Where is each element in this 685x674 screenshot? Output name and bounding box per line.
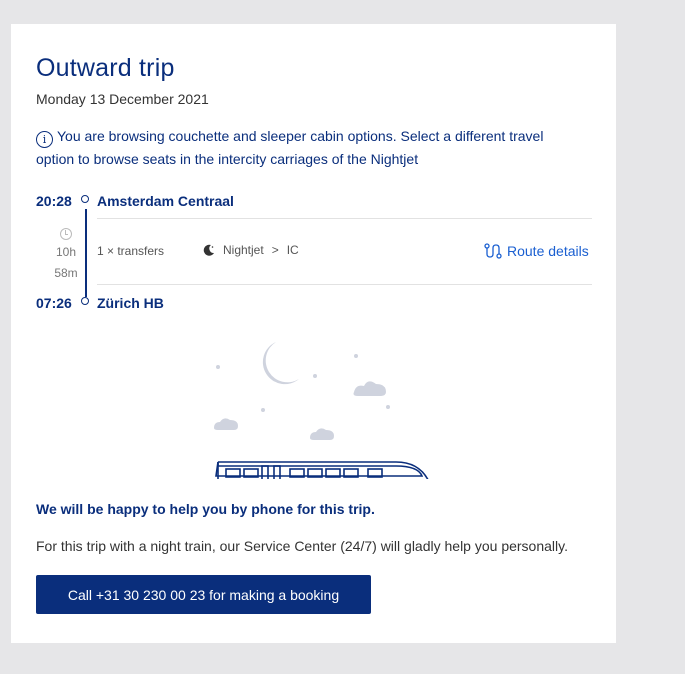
divider-top [97, 218, 592, 219]
departure-dot-icon [81, 195, 89, 203]
train-type [203, 243, 299, 257]
clock-icon [60, 228, 72, 240]
duration-minutes: 58m [54, 266, 78, 280]
info-message [36, 125, 576, 170]
transfers-count: 1 × transfers [97, 244, 165, 258]
arrival-dot-icon [81, 297, 89, 305]
arrival-time: 07:26 [36, 295, 72, 311]
departure-time: 20:28 [36, 193, 72, 209]
help-title: We will be happy to help you by phone for this trip. [36, 501, 375, 517]
arrival-station: Zürich HB [97, 295, 164, 311]
timeline-line [85, 209, 87, 297]
train-type-separator: > [271, 243, 279, 257]
route-details-link[interactable] [484, 243, 589, 259]
departure-station: Amsterdam Centraal [97, 193, 234, 209]
info-icon: i [36, 131, 53, 148]
train-type-2: IC [286, 243, 299, 257]
moon-illustration-icon [263, 342, 299, 384]
help-text: For this trip with a night train, our Service Center (24/7) will gladly help you personally. [36, 538, 568, 554]
route-details-label: Route details [507, 243, 589, 259]
route-icon [484, 243, 502, 259]
duration-hours: 10h [55, 245, 77, 259]
train-type-1: Nightjet [223, 243, 264, 257]
trip-duration [51, 228, 81, 284]
info-text: You are browsing couchette and sleeper cabin options. Select a different travel option to browse seats in the intercity carriages of the Nightjet [36, 128, 544, 167]
night-train-illustration [196, 334, 436, 479]
moon-icon [203, 244, 215, 256]
page-title: Outward trip [36, 54, 175, 82]
trip-date: Monday 13 December 2021 [36, 91, 209, 107]
trip-card [11, 24, 616, 643]
call-booking-button[interactable]: Call +31 30 230 00 23 for making a booking [36, 575, 371, 614]
divider-bottom [97, 284, 592, 285]
